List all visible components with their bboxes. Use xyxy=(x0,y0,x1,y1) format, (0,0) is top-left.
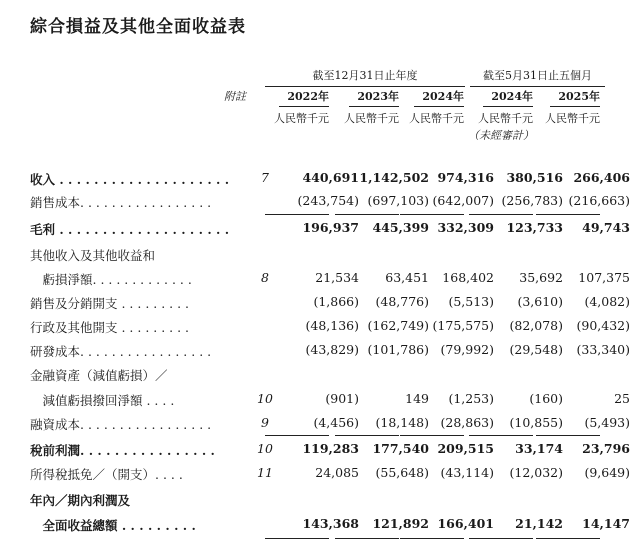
total-rule xyxy=(265,214,329,215)
row-value: 380,516 xyxy=(506,170,563,185)
unaudited-label: （未經審計） xyxy=(468,129,534,142)
row-label: 年內／期內利潤及 xyxy=(30,493,131,508)
table-row xyxy=(30,415,630,437)
total-rule xyxy=(469,538,533,539)
table-row xyxy=(30,441,630,463)
row-value: 33,174 xyxy=(515,441,563,456)
row-note: 10 xyxy=(257,441,273,456)
row-value: 266,406 xyxy=(573,170,630,185)
row-value: (5,513) xyxy=(448,294,494,309)
total-rule xyxy=(335,435,399,436)
row-label: 其他收入及其他收益和 xyxy=(30,248,156,263)
total-rule xyxy=(536,538,600,539)
row-value: (4,082) xyxy=(584,294,630,309)
table-row xyxy=(30,220,630,242)
row-value: (216,663) xyxy=(568,193,630,208)
total-rule xyxy=(335,538,399,539)
column-header-2023: 2023年 xyxy=(349,88,399,107)
table-row xyxy=(30,366,610,388)
total-rule xyxy=(400,435,464,436)
row-value: 63,451 xyxy=(385,270,429,285)
table-row xyxy=(30,465,630,487)
total-rule xyxy=(536,435,600,436)
row-label: 融資成本. . . . . . . . . . . . . . . . . xyxy=(30,417,212,432)
row-value: 209,515 xyxy=(437,441,494,456)
table-row xyxy=(30,270,630,292)
row-value: (9,649) xyxy=(584,465,630,480)
column-header-2024: 2024年 xyxy=(414,88,464,107)
row-value: 332,309 xyxy=(437,220,494,235)
row-value: 177,540 xyxy=(372,441,429,456)
row-value: (1,253) xyxy=(448,391,494,406)
row-note: 11 xyxy=(257,465,273,480)
row-label: 稅前利潤. . . . . . . . . . . . . . . . xyxy=(30,443,215,458)
row-label: 毛利 . . . . . . . . . . . . . . . . . . . . xyxy=(30,222,230,237)
row-value: (43,829) xyxy=(305,342,359,357)
row-value: (55,648) xyxy=(375,465,429,480)
row-value: (160) xyxy=(529,391,563,406)
row-value: (90,432) xyxy=(576,318,630,333)
row-value: (697,103) xyxy=(367,193,429,208)
table-row xyxy=(30,516,630,538)
table-row xyxy=(30,391,630,413)
row-value: (243,754) xyxy=(297,193,359,208)
row-value: 974,316 xyxy=(437,170,494,185)
row-value: (18,148) xyxy=(375,415,429,430)
row-value: (43,114) xyxy=(440,465,494,480)
row-value: (4,456) xyxy=(313,415,359,430)
row-value: 168,402 xyxy=(442,270,494,285)
unit-label: 人民幣千元 xyxy=(274,112,329,125)
total-rule xyxy=(536,214,600,215)
row-value: 49,743 xyxy=(582,220,630,235)
row-value: 143,368 xyxy=(302,516,359,531)
row-value: 440,691 xyxy=(302,170,359,185)
row-value: 123,733 xyxy=(506,220,563,235)
unit-label: 人民幣千元 xyxy=(545,112,600,125)
row-label: 研發成本. . . . . . . . . . . . . . . . . xyxy=(30,344,212,359)
row-label: 減值虧損撥回淨額 . . . . xyxy=(30,393,175,408)
row-note: 10 xyxy=(257,391,273,406)
row-value: (48,776) xyxy=(375,294,429,309)
total-rule xyxy=(335,214,399,215)
table-row xyxy=(30,294,630,316)
row-value: 24,085 xyxy=(315,465,359,480)
row-value: 21,142 xyxy=(515,516,563,531)
column-header-2022: 2022年 xyxy=(279,88,329,107)
table-row xyxy=(30,491,610,513)
table-row xyxy=(30,170,630,192)
row-value: (48,136) xyxy=(305,318,359,333)
column-header-2025-five-months: 2025年 xyxy=(550,88,600,107)
row-value: 196,937 xyxy=(302,220,359,235)
row-label: 銷售成本. . . . . . . . . . . . . . . . . xyxy=(30,195,212,210)
row-value: 149 xyxy=(405,391,429,406)
row-note: 9 xyxy=(261,415,269,430)
row-value: (12,032) xyxy=(509,465,563,480)
row-value: 1,142,502 xyxy=(359,170,429,185)
row-value: 166,401 xyxy=(437,516,494,531)
row-value: (101,786) xyxy=(367,342,429,357)
row-value: 35,692 xyxy=(519,270,563,285)
row-value: (1,866) xyxy=(313,294,359,309)
unit-label: 人民幣千元 xyxy=(478,112,533,125)
total-rule xyxy=(400,214,464,215)
table-row xyxy=(30,246,610,268)
row-value: (175,575) xyxy=(432,318,494,333)
row-value: (33,340) xyxy=(576,342,630,357)
row-label: 所得稅抵免／（開支）. . . . xyxy=(30,467,183,482)
row-label: 收入 . . . . . . . . . . . . . . . . . . . . xyxy=(30,172,230,187)
row-value: (79,992) xyxy=(440,342,494,357)
row-value: (5,493) xyxy=(584,415,630,430)
total-rule xyxy=(469,214,533,215)
row-label: 全面收益總額 . . . . . . . . . xyxy=(30,518,196,533)
row-value: (256,783) xyxy=(501,193,563,208)
note-column-header: 附註 xyxy=(224,90,246,103)
row-label: 虧損淨額. . . . . . . . . . . . . xyxy=(30,272,192,287)
row-value: (29,548) xyxy=(509,342,563,357)
unit-label: 人民幣千元 xyxy=(409,112,464,125)
row-value: (162,749) xyxy=(367,318,429,333)
row-note: 8 xyxy=(261,270,269,285)
row-value: (10,855) xyxy=(509,415,563,430)
total-rule xyxy=(400,538,464,539)
row-value: (28,863) xyxy=(440,415,494,430)
row-value: 23,796 xyxy=(582,441,630,456)
row-value: 445,399 xyxy=(372,220,429,235)
row-value: 119,283 xyxy=(302,441,359,456)
total-rule xyxy=(265,435,329,436)
column-header-2024-five-months: 2024年 xyxy=(483,88,533,107)
table-row xyxy=(30,193,630,215)
row-value: (642,007) xyxy=(432,193,494,208)
table-row xyxy=(30,318,630,340)
row-value: 25 xyxy=(614,391,630,406)
group-header-five-months: 截至5月31日止五個月 xyxy=(470,67,605,87)
unit-label: 人民幣千元 xyxy=(344,112,399,125)
row-value: (3,610) xyxy=(517,294,563,309)
row-value: 107,375 xyxy=(578,270,630,285)
statement-title: 綜合損益及其他全面收益表 xyxy=(30,17,246,37)
row-value: (901) xyxy=(325,391,359,406)
row-value: (82,078) xyxy=(509,318,563,333)
row-label: 行政及其他開支 . . . . . . . . . xyxy=(30,320,190,335)
table-row xyxy=(30,342,630,364)
row-value: 14,147 xyxy=(582,516,630,531)
group-header-year-end: 截至12月31日止年度 xyxy=(265,67,465,87)
row-value: 21,534 xyxy=(315,270,359,285)
row-label: 銷售及分銷開支 . . . . . . . . . xyxy=(30,296,190,311)
row-note: 7 xyxy=(261,170,269,185)
total-rule xyxy=(469,435,533,436)
total-rule xyxy=(265,538,329,539)
row-label: 金融資產（減值虧損）／ xyxy=(30,368,168,383)
row-value: 121,892 xyxy=(372,516,429,531)
